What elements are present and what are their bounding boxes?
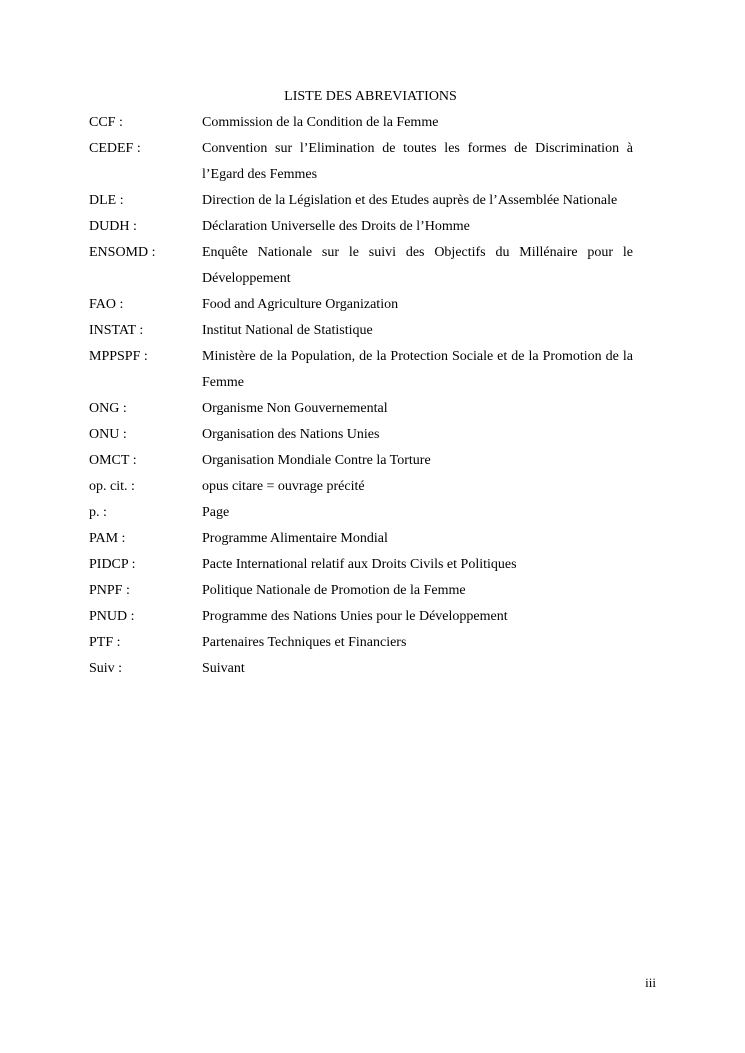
abbreviation-row xyxy=(89,188,633,214)
abbreviation-definition: Pacte International relatif aux Droits Civils et Politiques xyxy=(202,557,517,572)
abbreviation-row xyxy=(89,526,633,552)
abbreviation-row xyxy=(89,656,633,682)
abbreviation-definition: Commission de la Condition de la Femme xyxy=(202,115,439,130)
abbreviation-row xyxy=(89,552,633,578)
abbreviation-definition: Organisme Non Gouvernemental xyxy=(202,401,388,416)
page-number: iii xyxy=(645,975,656,990)
abbreviation-definition: Politique Nationale de Promotion de la Femme xyxy=(202,583,466,598)
abbreviation-row xyxy=(89,604,633,630)
abbreviation-definition: Programme Alimentaire Mondial xyxy=(202,531,388,546)
abbreviation-list xyxy=(89,110,633,682)
abbreviation-term: CEDEF : xyxy=(89,141,141,156)
abbreviation-term: ENSOMD : xyxy=(89,245,156,260)
abbreviation-row xyxy=(89,448,633,474)
abbreviation-term: DLE : xyxy=(89,193,124,208)
abbreviation-term: OMCT : xyxy=(89,453,137,468)
page-title-text: LISTE DES ABREVIATIONS xyxy=(284,89,457,104)
abbreviation-term: PIDCP : xyxy=(89,557,136,572)
abbreviation-term: MPPSPF : xyxy=(89,349,148,364)
abbreviation-definition: Programme des Nations Unies pour le Développement xyxy=(202,609,508,624)
abbreviation-row xyxy=(89,136,633,188)
abbreviation-term: CCF : xyxy=(89,115,123,130)
abbreviation-term: INSTAT : xyxy=(89,323,144,338)
abbreviation-row xyxy=(89,240,633,292)
abbreviation-row xyxy=(89,422,633,448)
abbreviation-term: PNUD : xyxy=(89,609,135,624)
abbreviation-definition: Direction de la Législation et des Etudes auprès de l’Assemblée Nationale xyxy=(202,193,618,208)
abbreviation-term: ONU : xyxy=(89,427,127,442)
abbreviation-definition: Convention sur l’Elimination de toutes les formes de Discrimination à l’Egard des Femmes xyxy=(202,141,633,182)
abbreviation-term: ONG : xyxy=(89,401,127,416)
abbreviation-definition: Ministère de la Population, de la Protection Sociale et de la Promotion de la Femme xyxy=(202,349,633,390)
abbreviation-definition: Page xyxy=(202,505,230,520)
abbreviation-definition: Déclaration Universelle des Droits de l’Homme xyxy=(202,219,470,234)
abbreviation-row xyxy=(89,578,633,604)
abbreviation-definition: Organisation Mondiale Contre la Torture xyxy=(202,453,431,468)
abbreviation-term: op. cit. : xyxy=(89,479,135,494)
abbreviation-row xyxy=(89,500,633,526)
abbreviation-row xyxy=(89,110,633,136)
abbreviation-definition: Institut National de Statistique xyxy=(202,323,373,338)
abbreviation-term: PNPF : xyxy=(89,583,130,598)
abbreviation-definition: Enquête Nationale sur le suivi des Objectifs du Millénaire pour le Développement xyxy=(202,245,633,286)
abbreviation-row xyxy=(89,396,633,422)
abbreviation-definition: Organisation des Nations Unies xyxy=(202,427,380,442)
abbreviation-row xyxy=(89,344,633,396)
page-title xyxy=(0,88,745,106)
abbreviation-term: PAM : xyxy=(89,531,126,546)
abbreviation-term: Suiv : xyxy=(89,661,123,676)
abbreviation-term: PTF : xyxy=(89,635,121,650)
abbreviation-row xyxy=(89,292,633,318)
abbreviation-row xyxy=(89,318,633,344)
abbreviation-row xyxy=(89,474,633,500)
abbreviation-definition: Food and Agriculture Organization xyxy=(202,297,399,312)
abbreviation-term: FAO : xyxy=(89,297,124,312)
abbreviation-definition: opus citare = ouvrage précité xyxy=(202,479,365,494)
abbreviation-row xyxy=(89,630,633,656)
abbreviation-definition: Partenaires Techniques et Financiers xyxy=(202,635,407,650)
abbreviation-term: DUDH : xyxy=(89,219,137,234)
abbreviation-definition: Suivant xyxy=(202,661,245,676)
abbreviation-term: p. : xyxy=(89,505,107,520)
abbreviation-row xyxy=(89,214,633,240)
